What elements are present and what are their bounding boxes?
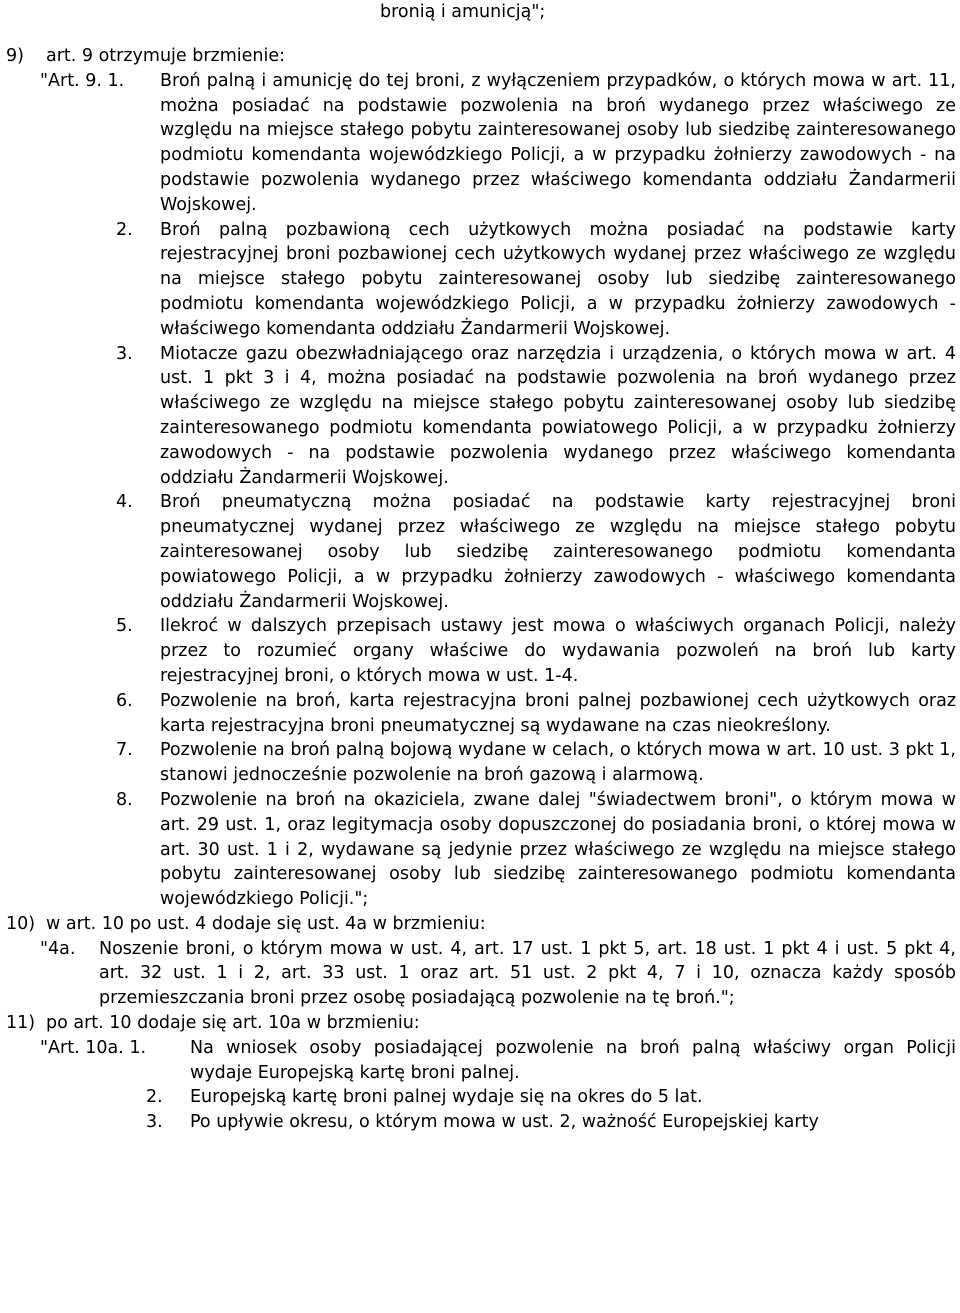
ust-number: 2. (146, 1087, 163, 1108)
amendment-10-label: 10) (6, 913, 36, 934)
ust-number: 3. (146, 1112, 163, 1133)
ust-text: Miotacze gazu obezwładniającego oraz narzędzia i urządzenia, o których mowa w art. 4 ust. 1 pkt 3 i 4, można posiadać na podstawie pozwolenia na broń wydanego przez właściwego ze względu na miejsce stałego pobytu zainteresowanej osoby lub siedzibę zainteresowanego podmiotu komendanta powiatowego Policji, a w przypadku żołnierzy zawodowych - na podstawie pozwolenia wydanego przez właściwego komendanta oddziału Żandarmerii Wojskowej. (160, 343, 956, 488)
ust-number: 7. (116, 740, 133, 761)
art-10a-ust-2 (6, 1085, 956, 1110)
continuation-line: bronią i amunicją"; (380, 2, 546, 22)
amendment-11-text: po art. 10 dodaje się art. 10a w brzmieniu: (46, 1013, 420, 1034)
amendment-9-label: 9) (6, 46, 24, 66)
ust-text: Broń palną pozbawioną cech użytkowych można posiadać na podstawie karty rejestracyjnej broni pozbawionej cech użytkowych wydanej przez właściwego ze względu na miejsce stałego pobytu zainteresowanej osoby lub siedzibę zainteresowanego podmiotu komendanta wojewódzkiego Policji, a w przypadku żołnierzy zawodowych - właściwego komendanta oddziału Żandarmerii Wojskowej. (160, 219, 956, 339)
ust-4a-text: Noszenie broni, o którym mowa w ust. 4, art. 17 ust. 1 pkt 5, art. 18 ust. 1 pkt 4 i ust. 5 pkt 4, art. 32 ust. 1 i 2, art. 33 ust. 1 oraz art. 51 ust. 2 pkt 4, 7 i 10, oznacza każdy sposób przemieszczania broni przez osobę posiadającą pozwolenie na tę broń."; (99, 938, 956, 1009)
amendment-10 (6, 912, 956, 937)
amendment-11 (6, 1011, 956, 1036)
art-10a-ust-1-text: Na wniosek osoby posiadającej pozwolenie na broń palną właściwy organ Policji wydaje Europejską kartę broni palnej. (190, 1037, 956, 1083)
ust-number: 6. (116, 690, 133, 711)
ust-number: 4. (116, 492, 133, 513)
ust-text: Ilekroć w dalszych przepisach ustawy jest mowa o właściwych organach Policji, należy przez to rozumieć organy właściwe do wydawania pozwoleń na broń lub karty rejestracyjnej broni, o których mowa w ust. 1-4. (160, 616, 956, 686)
document-body (6, 44, 956, 1135)
art-10a-label: "Art. 10a. 1. (40, 1037, 147, 1058)
ust-text: Pozwolenie na broń palną bojową wydane w celach, o których mowa w art. 10 ust. 3 pkt 1, stanowi jednocześnie pozwolenie na broń gazową i alarmową. (160, 740, 956, 786)
ust-4a-label: "4a. (40, 938, 76, 959)
art-10a-ust-1 (6, 1036, 956, 1086)
art-9-ust-4 (6, 490, 956, 614)
art-9-ust-3 (6, 342, 956, 491)
ust-number: 2. (116, 219, 133, 240)
art-9-ust-6 (6, 689, 956, 739)
art-9-ust-7 (6, 738, 956, 788)
ust-number: 8. (116, 789, 133, 810)
ust-text: Pozwolenie na broń, karta rejestracyjna broni palnej pozbawionej cech użytkowych oraz karta rejestracyjna broni pneumatycznej są wydawane na czas nieokreślony. (160, 690, 956, 736)
amendment-11-label: 11) (6, 1013, 36, 1034)
art-9-label: "Art. 9. 1. (40, 70, 125, 91)
art-9-ust-2 (6, 218, 956, 342)
art-10a-ust-3 (6, 1110, 956, 1135)
art-9-ust-1 (6, 69, 956, 218)
art-9-ust-1-text: Broń palną i amunicję do tej broni, z wyłączeniem przypadków, o których mowa w art. 11, można posiadać na podstawie pozwolenia na broń wydanego przez właściwego ze względu na miejsce stałego pobytu zainteresowanej osoby lub siedzibę zainteresowanego podmiotu komendanta wojewódzkiego Policji, a w przypadku żołnierzy zawodowych - na podstawie pozwolenia wydanego przez właściwego komendanta oddziału Żandarmerii Wojskowej. (160, 70, 956, 215)
amendment-10-text: w art. 10 po ust. 4 dodaje się ust. 4a w brzmieniu: (46, 913, 486, 934)
ust-number: 5. (116, 616, 133, 637)
amendment-9 (6, 44, 956, 69)
art-9-ust-8 (6, 788, 956, 912)
art-9-ust-5 (6, 614, 956, 688)
ust-text: Pozwolenie na broń na okaziciela, zwane dalej "świadectwem broni", o którym mowa w art. 29 ust. 1, oraz legitymacja osoby dopuszczonej do posiadania broni, o której mowa w art. 30 ust. 1 i 2, wydawane są jedynie przez właściwego ze względu na miejsce stałego pobytu zainteresowanej osoby lub siedzibę zainteresowanego podmiotu komendanta wojewódzkiego Policji."; (160, 789, 956, 910)
ust-text: Po upływie okresu, o którym mowa w ust. 2, ważność Europejskiej karty (190, 1112, 819, 1133)
art-10-ust-4a (6, 937, 956, 1011)
ust-text: Europejską kartę broni palnej wydaje się na okres do 5 lat. (190, 1087, 703, 1108)
amendment-9-text: art. 9 otrzymuje brzmienie: (46, 46, 286, 66)
ust-number: 3. (116, 343, 133, 364)
ust-text: Broń pneumatyczną można posiadać na podstawie karty rejestracyjnej broni pneumatycznej wydanej przez właściwego ze względu na miejsce stałego pobytu zainteresowanej osoby lub siedzibę zainteresowanego podmiotu komendanta powiatowego Policji, a w przypadku żołnierzy zawodowych - właściwego komendanta oddziału Żandarmerii Wojskowej. (160, 492, 956, 612)
